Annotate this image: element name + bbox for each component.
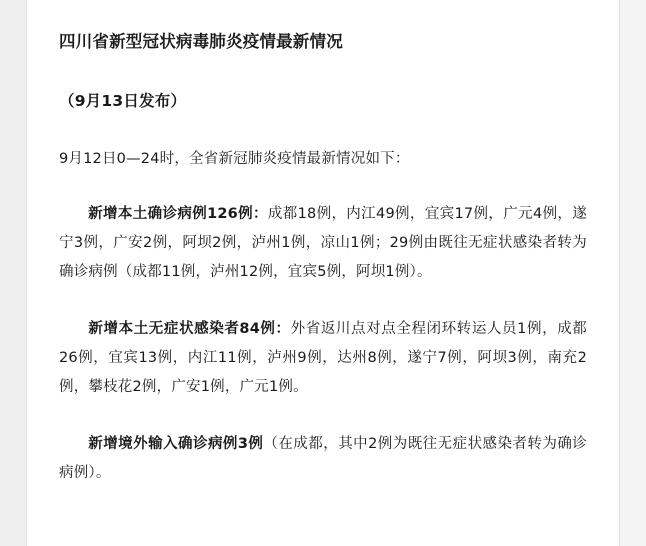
document-content xyxy=(27,0,619,546)
paragraph-body-3: （在成都，其中2例为既往无症状感染者转为确诊病例）。 xyxy=(59,436,587,482)
paragraph-lead-1: 新增本土确诊病例126例： xyxy=(88,206,268,223)
lede-paragraph: 9月12日0—24时，全省新冠肺炎疫情最新情况如下： xyxy=(59,151,410,168)
paragraph-body-2: 外省返川点对点全程闭环转运人员1例，成都26例，宜宾13例，内江11例，泸州9例，达州8例，遂宁7例，阿坝3例，南充2例，攀枝花2例，广安1例，广元1例。 xyxy=(59,321,587,396)
page-left-margin xyxy=(0,0,26,546)
paragraph-lead-3: 新增境外输入确诊病例3例 xyxy=(88,436,264,453)
paragraph-body-1: 成都18例，内江49例，宜宾17例，广元4例，遂宁3例，广安2例，阿坝2例，泸州1例，凉山1例；29例由既往无症状感染者转为确诊病例（成都11例，泸州12例，宜宾5例，阿坝1例）。 xyxy=(59,206,587,281)
paragraph-imported-confirmed xyxy=(59,430,587,488)
paragraph-asymptomatic-local xyxy=(59,315,587,402)
page-right-rule xyxy=(619,0,620,546)
paragraph-lead-2: 新增本土无症状感染者84例： xyxy=(88,321,291,338)
release-date: （9月13日发布） xyxy=(59,92,187,111)
page-title: 四川省新型冠状病毒肺炎疫情最新情况 xyxy=(59,32,343,51)
paragraph-confirmed-local xyxy=(59,200,587,287)
page-right-margin xyxy=(620,0,646,546)
